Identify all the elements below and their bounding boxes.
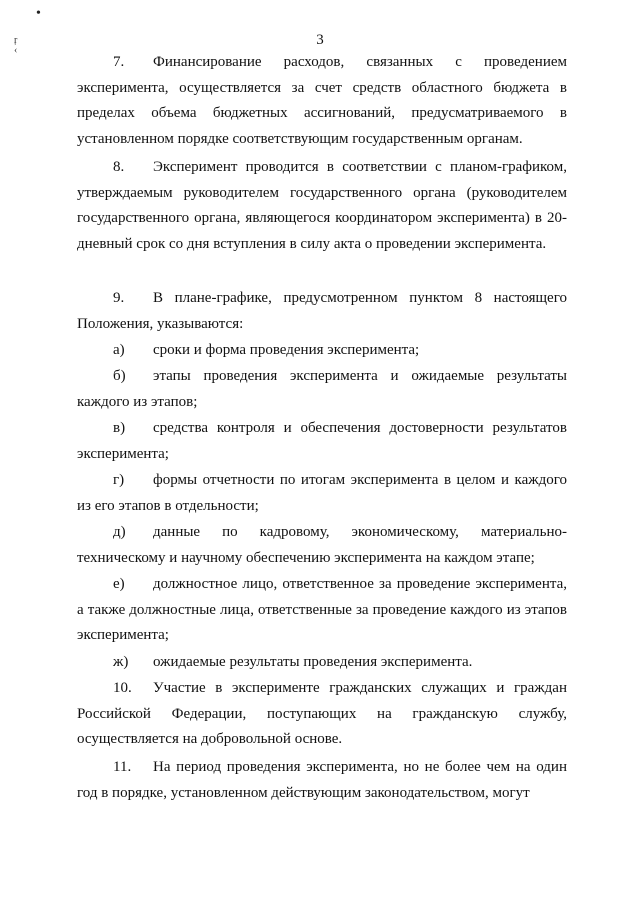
page-number: 3 <box>316 32 324 48</box>
list-item-d <box>77 520 567 571</box>
paragraph-number: 7. <box>113 54 125 70</box>
list-item-text: сроки и форма проведения эксперимента; <box>153 342 420 358</box>
list-item-marker: б) <box>113 368 126 384</box>
list-item-marker: д) <box>113 524 126 540</box>
paragraph-text: В плане-графике, предусмотренном пунктом 8 настоящего Положения, указываются: <box>77 290 567 332</box>
list-item-text: должностное лицо, ответственное за проведение эксперимента, а также должностные лица, ответственные за проведение каждого из этапов эксперимента; <box>77 576 567 643</box>
corner-mark: • <box>36 6 41 21</box>
paragraph-text: На период проведения эксперимента, но не более чем на один год в порядке, установленном действующим законодательством, могут <box>77 759 567 801</box>
paragraph-text: Участие в эксперименте гражданских служащих и граждан Российской Федерации, поступающих на гражданскую службу, осуществляется на добровольной основе. <box>77 680 567 747</box>
paragraph-number: 10. <box>113 680 132 696</box>
list-item-text: формы отчетности по итогам эксперимента в целом и каждого из его этапов в отдельности; <box>77 472 567 514</box>
paragraph-number: 9. <box>113 290 125 306</box>
list-item-marker: г) <box>113 472 125 488</box>
paragraph-11 <box>77 755 567 806</box>
list-item-marker: е) <box>113 576 125 592</box>
list-item-v <box>77 416 567 467</box>
paragraph-8 <box>77 155 567 257</box>
list-item-g <box>77 468 567 519</box>
list-item-marker: а) <box>113 342 125 358</box>
list-item-marker: в) <box>113 420 126 436</box>
list-item-b <box>77 364 567 415</box>
paragraph-text: Эксперимент проводится в соответствии с планом-графиком, утверждаемым руководителем государственного органа (руководителем государственного органа, являющегося координатором эксперимента) в 20-дневный срок со дня вступления в силу акта о проведении эксперимента. <box>77 159 567 252</box>
margin-mark: ŗ ‹ <box>14 35 17 56</box>
list-item-text: ожидаемые результаты проведения эксперимента. <box>153 654 473 670</box>
list-item-marker: ж) <box>113 654 129 670</box>
paragraph-7 <box>77 50 567 152</box>
list-item-text: средства контроля и обеспечения достоверности результатов эксперимента; <box>77 420 567 462</box>
paragraph-text: Финансирование расходов, связанных с проведением эксперимента, осуществляется за счет средств областного бюджета в пределах объема бюджетных ассигнований, предусматриваемого в установленном порядке соответствующим государственным органам. <box>77 54 567 147</box>
list-item-text: данные по кадровому, экономическому, материально-техническому и научному обеспечению эксперимента на каждом этапе; <box>77 524 567 566</box>
list-item-zh <box>77 650 567 676</box>
list-item-text: этапы проведения эксперимента и ожидаемые результаты каждого из этапов; <box>77 368 567 410</box>
paragraph-number: 8. <box>113 159 125 175</box>
paragraph-number: 11. <box>113 759 132 775</box>
paragraph-10 <box>77 676 567 753</box>
list-item-a <box>77 338 567 364</box>
list-item-e <box>77 572 567 649</box>
paragraph-9 <box>77 286 567 337</box>
